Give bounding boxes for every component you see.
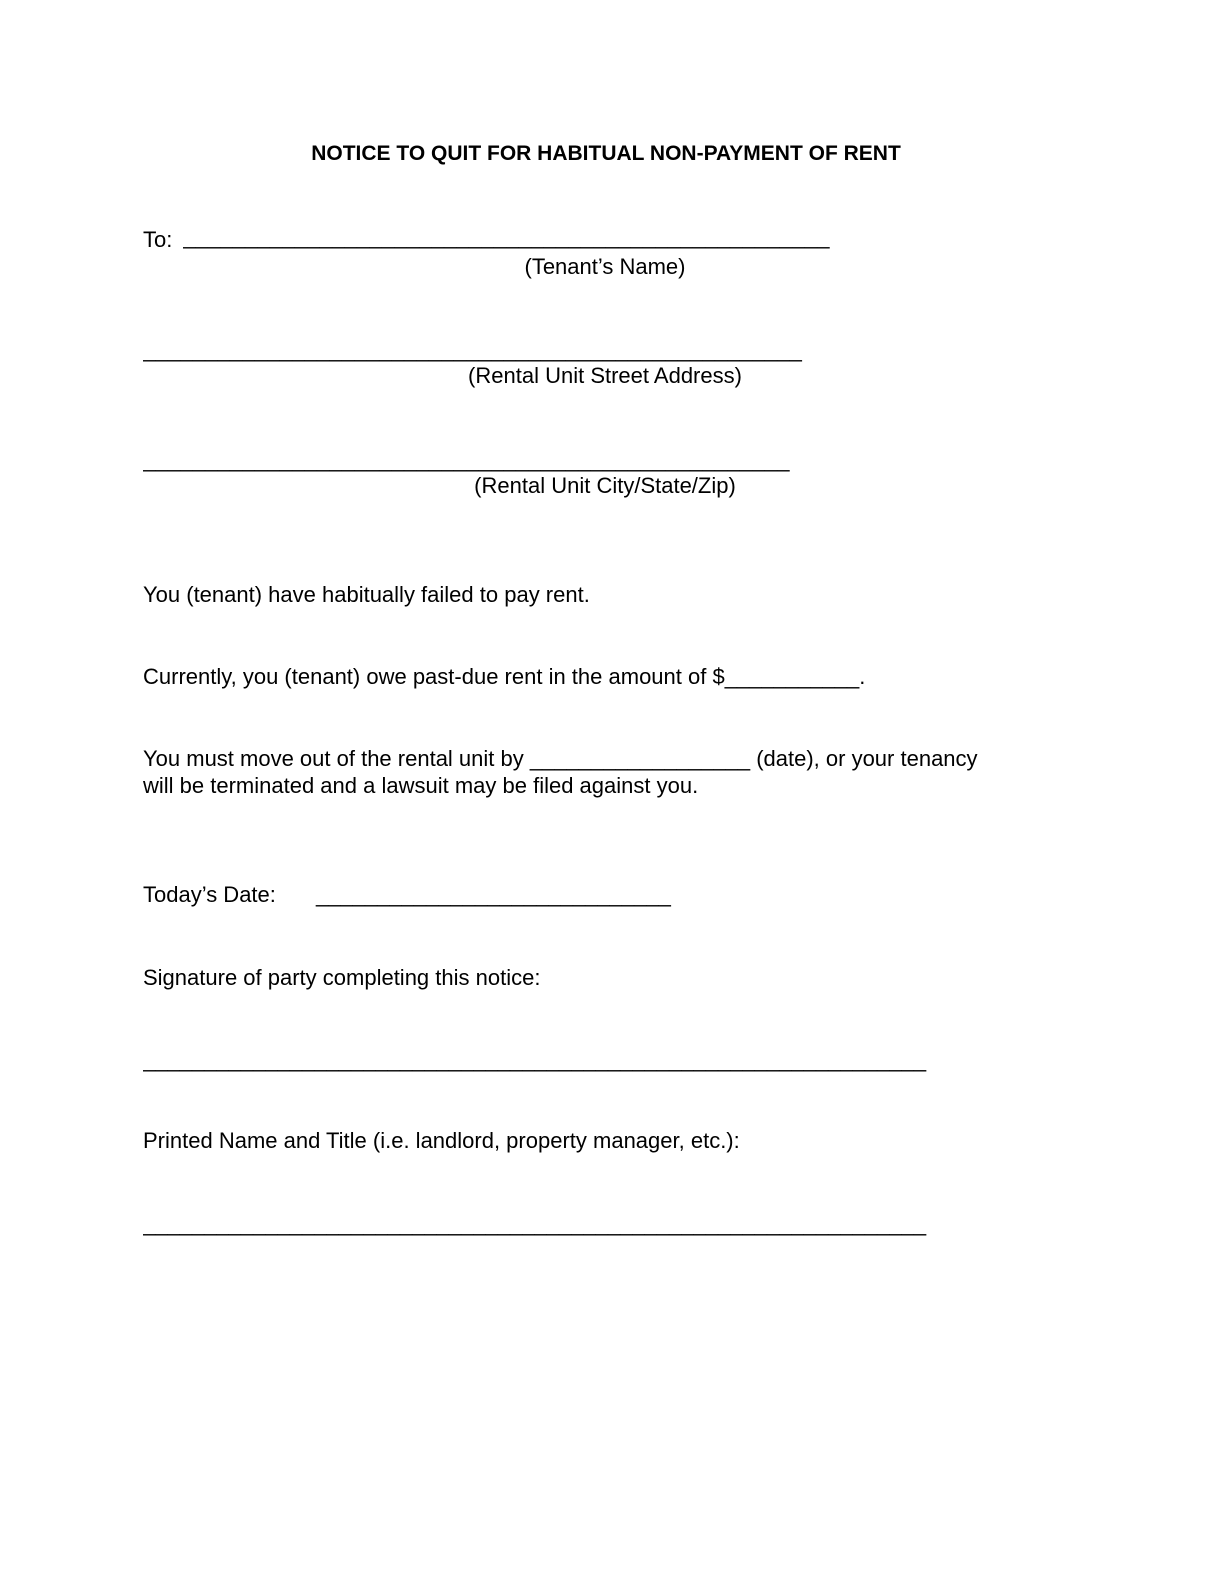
street-address-caption: (Rental Unit Street Address) [468, 363, 742, 388]
move-out-statement-line2: will be terminated and a lawsuit may be filed against you. [143, 773, 699, 798]
tenant-name-caption: (Tenant’s Name) [524, 254, 686, 279]
habitual-nonpayment-statement: You (tenant) have habitually failed to pay rent. [143, 582, 590, 607]
city-state-zip-blank[interactable]: ____________________________________________________ [143, 447, 790, 472]
signature-blank[interactable]: ________________________________________________________________ [143, 1047, 927, 1072]
todays-date-label: Today’s Date: [143, 882, 276, 907]
tenant-name-blank[interactable]: ____________________________________________________ [183, 224, 830, 249]
street-address-blank[interactable]: _____________________________________________________ [143, 337, 803, 362]
past-due-amount-statement: Currently, you (tenant) owe past-due rent in the amount of $___________. [143, 664, 866, 689]
to-label: To: [143, 227, 173, 252]
todays-date-blank[interactable]: _____________________________ [316, 882, 671, 907]
signature-label: Signature of party completing this notice: [143, 965, 541, 990]
printed-name-label: Printed Name and Title (i.e. landlord, property manager, etc.): [143, 1128, 740, 1153]
city-state-zip-caption: (Rental Unit City/State/Zip) [474, 473, 736, 498]
printed-name-blank[interactable]: ________________________________________________________________ [143, 1211, 927, 1236]
document-title: NOTICE TO QUIT FOR HABITUAL NON-PAYMENT OF RENT [311, 142, 901, 165]
move-out-statement-line1: You must move out of the rental unit by __________________ (date), or your tenancy [143, 746, 978, 771]
